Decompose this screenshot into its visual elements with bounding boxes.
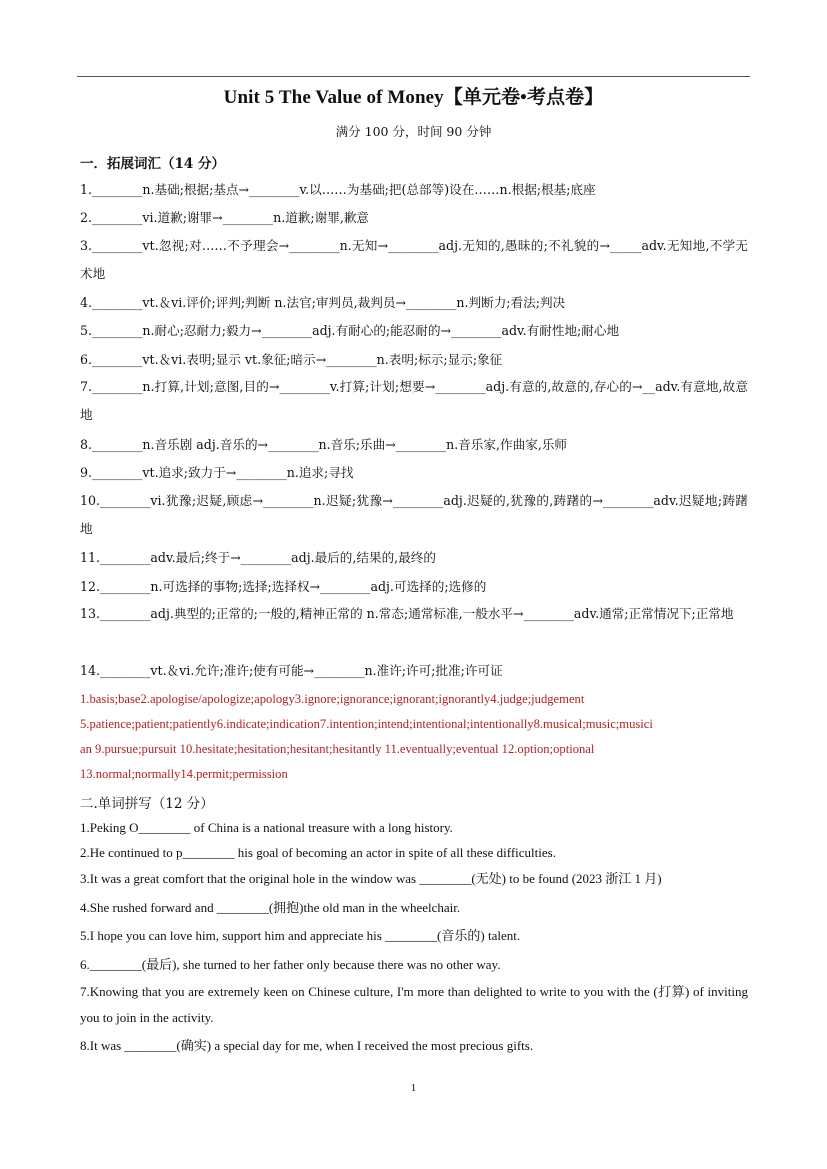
vocab-item-2: 2.________vi.道歉;谢罪→________n.道歉;谢罪,歉意 <box>80 210 370 225</box>
section-2-heading: 二.单词拼写（12 分） <box>80 796 214 812</box>
vocab-item-10: 10.________vi.犹豫;迟疑,顾虑→________n.迟疑;犹豫→________adj.迟疑的,犹豫的,踌躇的→________adv.迟疑地;踌躇地 <box>80 493 748 536</box>
answer-line-4: 13.normal;normally14.permit;permission <box>80 767 288 781</box>
page-title: Unit 5 The Value of Money【单元卷•考点卷】 <box>223 87 604 108</box>
vocab-item-8: 8.________n.音乐剧 adj.音乐的→________n.音乐;乐曲→________n.音乐家,作曲家,乐师 <box>80 437 568 452</box>
vocab-item-5: 5.________n.耐心;忍耐力;毅力→________adj.有耐心的;能忍耐的→________adv.有耐性地;耐心地 <box>80 323 620 338</box>
vocab-item-4: 4.________vt.＆vi.评价;评判;判断 n.法官;审判员,裁判员→________n.判断力;看法;判决 <box>80 295 566 310</box>
vocab-item-11: 11.________adv.最后;终于→________adj.最后的,结果的,最终的 <box>80 550 436 565</box>
spelling-item-7: 7.Knowing that you are extremely keen on Chinese culture, I'm more than delighted to write to you with the (打算) of inviting you to join in the activity. <box>80 984 748 1025</box>
spelling-item-5: 5.I hope you can love him, support him and appreciate his ________(音乐的) talent. <box>80 928 521 943</box>
spelling-item-6: 6.________(最后), she turned to her father only because there was no other way. <box>80 957 501 972</box>
vocab-item-12: 12.________n.可选择的事物;选择;选择权→________adj.可选择的;选修的 <box>80 579 487 594</box>
spelling-item-1: 1.Peking O________ of China is a national treasure with a long history. <box>80 820 453 835</box>
answer-line-2: 5.patience;patient;patiently6.indicate;indication7.intention;intend;intentional;intentionally8.musical;music;musici <box>80 717 653 731</box>
exam-info: 满分 100 分，时间 90 分钟 <box>335 124 492 139</box>
page-number: 1 <box>410 1082 417 1094</box>
answer-line-3: an 9.pursue;pursuit 10.hesitate;hesitation;hesitant;hesitantly 11.eventually;eventual 12.option;optional <box>80 742 595 756</box>
vocab-item-6: 6.________vt.＆vi.表明;显示 vt.象征;暗示→________n.表明;标示;显示;象征 <box>80 352 503 367</box>
vocab-item-1: 1.________n.基础;根据;基点→________v.以……为基础;把(总部等)设在……n.根据;根基;底座 <box>80 182 596 197</box>
section-1-heading: 一．拓展词汇（14 分） <box>80 156 225 172</box>
header-rule <box>77 76 750 77</box>
spelling-item-3: 3.It was a great comfort that the original hole in the window was ________(无处) to be found (2023 浙江 1 月) <box>80 871 662 886</box>
spelling-item-8: 8.It was ________(确实) a special day for me, when I received the most precious gifts. <box>80 1038 534 1053</box>
answer-line-1: 1.basis;base2.apologise/apologize;apology3.ignore;ignorance;ignorant;ignorantly4.judge;judgement <box>80 692 585 706</box>
vocab-item-13: 13.________adj.典型的;正常的;一般的,精神正常的 n.常态;通常标准,一般水平→________adv.通常;正常情况下;正常地 <box>80 606 734 621</box>
vocab-item-3: 3.________vt.忽视;对……不予理会→________n.无知→________adj.无知的,愚昧的;不礼貌的→_____adv.无知地,不学无术地 <box>80 238 748 281</box>
spelling-item-2: 2.He continued to p________ his goal of becoming an actor in spite of all these difficulties. <box>80 845 556 860</box>
vocab-item-9: 9.________vt.追求;致力于→________n.追求;寻找 <box>80 465 354 480</box>
spelling-item-4: 4.She rushed forward and ________(拥抱)the old man in the wheelchair. <box>80 900 461 915</box>
vocab-item-7: 7.________n.打算,计划;意图,目的→________v.打算;计划;想要→________adj.有意的,故意的,存心的→__adv.有意地,故意地 <box>80 379 748 422</box>
vocab-item-14: 14.________vt.＆vi.允许;准许;使有可能→________n.准许;许可;批准;许可证 <box>80 663 503 678</box>
